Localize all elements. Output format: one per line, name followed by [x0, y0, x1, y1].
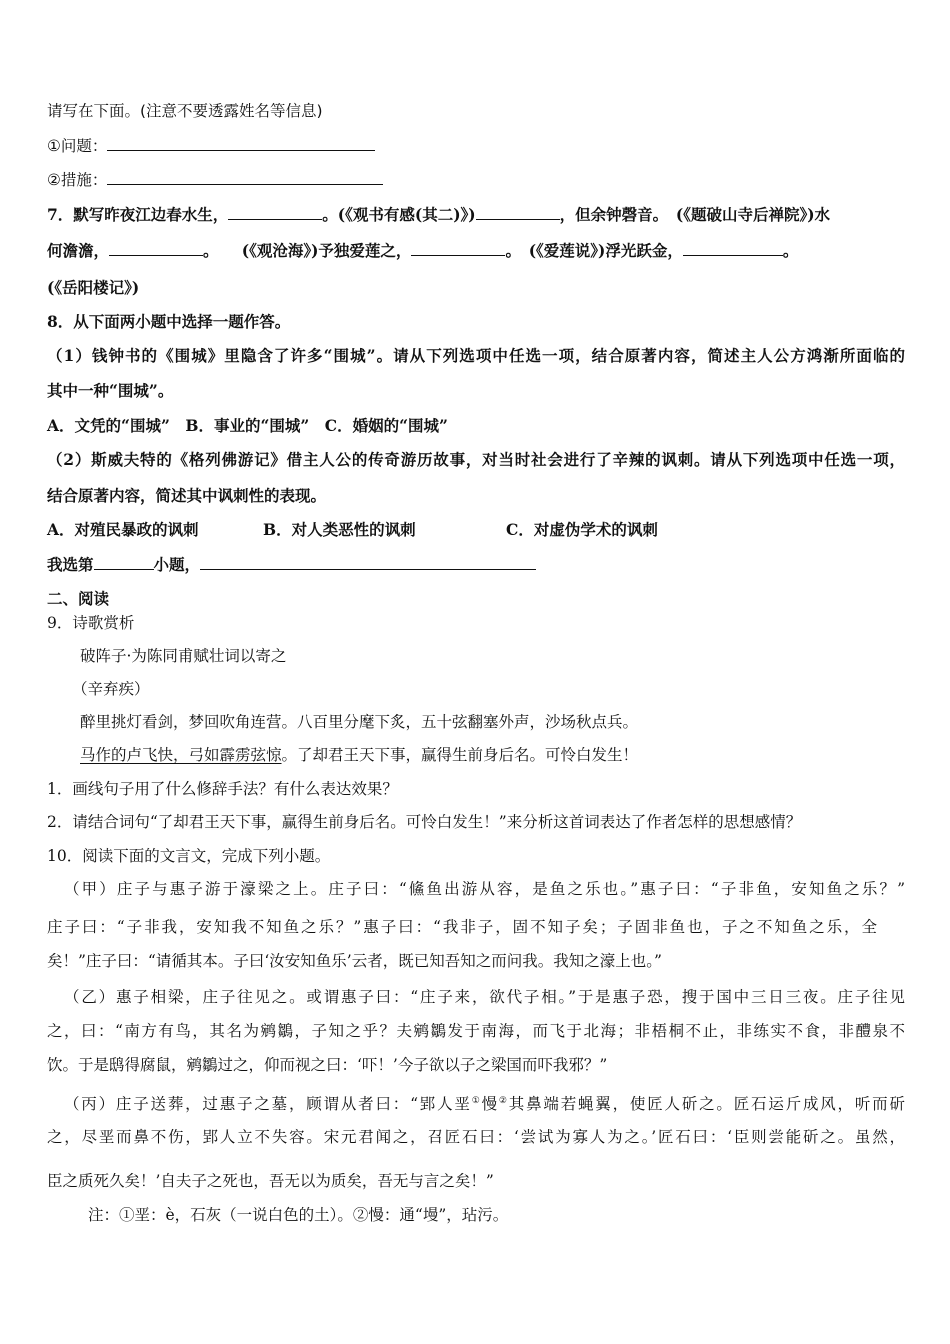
passage-bing-line: 之，尽垩而鼻不伤，郢人立不失容。宋元君闻之，召匠石曰：‘尝试为寡人为之。’匠石曰：‘臣则尝能斫之。虽然，	[47, 1128, 905, 1146]
question-7-line2	[47, 240, 798, 261]
q7-blank-2[interactable]	[476, 204, 560, 220]
poem-line-2	[80, 745, 638, 765]
measure-blank[interactable]	[107, 169, 383, 185]
passage-text: 慢	[481, 1095, 499, 1114]
passage-bing-line: 臣之质死久矣！’自夫子之死也，吾无以为质矣，吾无与言之矣！”	[47, 1172, 494, 1190]
poem-underlined-sentence: 马作的卢飞快，弓如霹雳弦惊	[80, 746, 282, 764]
passage-jia-line: 矣！”庄子曰：“请循其本。子曰‘汝安知鱼乐’云者，既已知吾知之而问我。我知之濠上也。”	[47, 952, 662, 970]
question-7-source: (《岳阳楼记》)	[47, 278, 140, 297]
problem-blank[interactable]	[107, 135, 375, 151]
passage-yi-line: 饮。于是鸱得腐鼠，鹓鶵过之，仰而视之曰：‘吓！’今子欲以子之梁国而吓我邪？”	[47, 1056, 608, 1074]
question-8-part2: （2）斯威夫特的《格列佛游记》借主人公的传奇游历故事，对当时社会进行了辛辣的讽刺。请从下列选项中任选一项，	[47, 450, 905, 469]
q7-text: 。(《观书有感(其二)》)	[322, 205, 476, 224]
q7-text: 。 (《观沧海》)予独爱莲之，	[203, 241, 412, 260]
q7-text: 。 (《爱莲说》)浮光跃金，	[505, 241, 683, 260]
measure-label: ②措施：	[47, 171, 108, 189]
question-8-part2-option-a: A．对殖民暴政的讽刺	[47, 520, 199, 539]
q7-text: 7．默写昨夜江边春水生，	[47, 205, 229, 224]
passage-yi-line: （乙）惠子相梁，庄子往见之。或谓惠子曰：“庄子来，欲代子相。”于是惠子恐，搜于国中三日三夜。庄子往见	[64, 988, 905, 1006]
q7-text: 。	[782, 241, 799, 260]
footnote-ref-2: ②	[498, 1096, 509, 1106]
q7-blank-4[interactable]	[411, 240, 505, 256]
question-9-title: 9．诗歌赏析	[47, 614, 135, 632]
choice-label: 小题，	[153, 555, 201, 574]
poem-author: （辛弃疾）	[72, 680, 150, 698]
question-7-line1	[47, 204, 830, 225]
question-8-choice-line	[47, 554, 536, 575]
footnote: 注：①垩：è，石灰（一说白色的土）。②慢：通“墁”，玷污。	[88, 1206, 509, 1224]
question-8-title: 8．从下面两小题中选择一题作答。	[47, 312, 291, 331]
q7-text: 何澹澹，	[47, 241, 110, 260]
section-heading-reading: 二、阅读	[47, 590, 110, 608]
choice-answer-blank[interactable]	[200, 554, 536, 570]
q7-blank-1[interactable]	[228, 204, 322, 220]
footnote-ref-1: ①	[471, 1096, 482, 1106]
question-9-sub-2: 2．请结合词句“了却君王天下事，赢得生前身后名。可怜白发生！”来分析这首词表达了作者怎样的思想感情？	[47, 813, 802, 831]
intro-text: 请写在下面。(注意不要透露姓名等信息)	[47, 102, 323, 120]
measure-line	[47, 169, 383, 190]
poem-title: 破阵子·为陈同甫赋壮词以寄之	[80, 647, 287, 665]
passage-text: 其鼻端若蝇翼，使匠人斫之。匠石运斤成风，听而斫	[508, 1095, 905, 1114]
problem-label: ①问题：	[47, 137, 108, 155]
question-8-part1-cont: 其中一种“围城”。	[47, 381, 174, 400]
passage-text: （丙）庄子送葬，过惠子之墓，顾谓从者曰：“郢人垩	[64, 1095, 472, 1114]
question-8-part1: （1）钱钟书的《围城》里隐含了许多“围城”。请从下列选项中任选一项，结合原著内容，简述主人公方鸿渐所面临的	[47, 346, 905, 365]
question-10-title: 10．阅读下面的文言文，完成下列小题。	[47, 847, 331, 865]
choice-label: 我选第	[47, 555, 94, 574]
question-8-part1-options: A．文凭的“围城” B．事业的“围城” C．婚姻的“围城”	[47, 416, 448, 435]
question-8-part2-option-b: B．对人类恶性的讽刺	[263, 520, 416, 539]
question-8-part2-cont: 结合原著内容，简述其中讽刺性的表现。	[47, 486, 327, 505]
passage-bing-line	[64, 1091, 905, 1114]
poem-text: 。了却君王天下事，赢得生前身后名。可怜白发生！	[281, 746, 639, 764]
passage-yi-line: 之，曰：“南方有鸟，其名为鹓鶵，子知之乎？夫鹓鶵发于南海，而飞于北海；非梧桐不止，非练实不食，非醴泉不	[47, 1022, 905, 1040]
q7-text: ，但余钟磬音。 (《题破山寺后禅院》)水	[559, 205, 831, 224]
passage-jia-line: （甲）庄子与惠子游于濠梁之上。庄子曰：“鯈鱼出游从容，是鱼之乐也。”惠子曰：“子非鱼，安知鱼之乐？”	[64, 880, 905, 898]
q7-blank-3[interactable]	[109, 240, 203, 256]
question-9-sub-1: 1．画线句子用了什么修辞手法？有什么表达效果？	[47, 780, 398, 798]
passage-jia-line: 庄子曰：“子非我，安知我不知鱼之乐？”惠子曰：“我非子，固不知子矣；子固非鱼也，子之不知鱼之乐，全	[47, 918, 877, 936]
choice-number-blank[interactable]	[94, 554, 154, 570]
problem-line	[47, 135, 375, 156]
q7-blank-5[interactable]	[683, 240, 783, 256]
poem-line-1: 醉里挑灯看剑，梦回吹角连营。八百里分麾下炙，五十弦翻塞外声，沙场秋点兵。	[80, 713, 639, 731]
question-8-part2-option-c: C．对虚伪学术的讽刺	[506, 520, 658, 539]
